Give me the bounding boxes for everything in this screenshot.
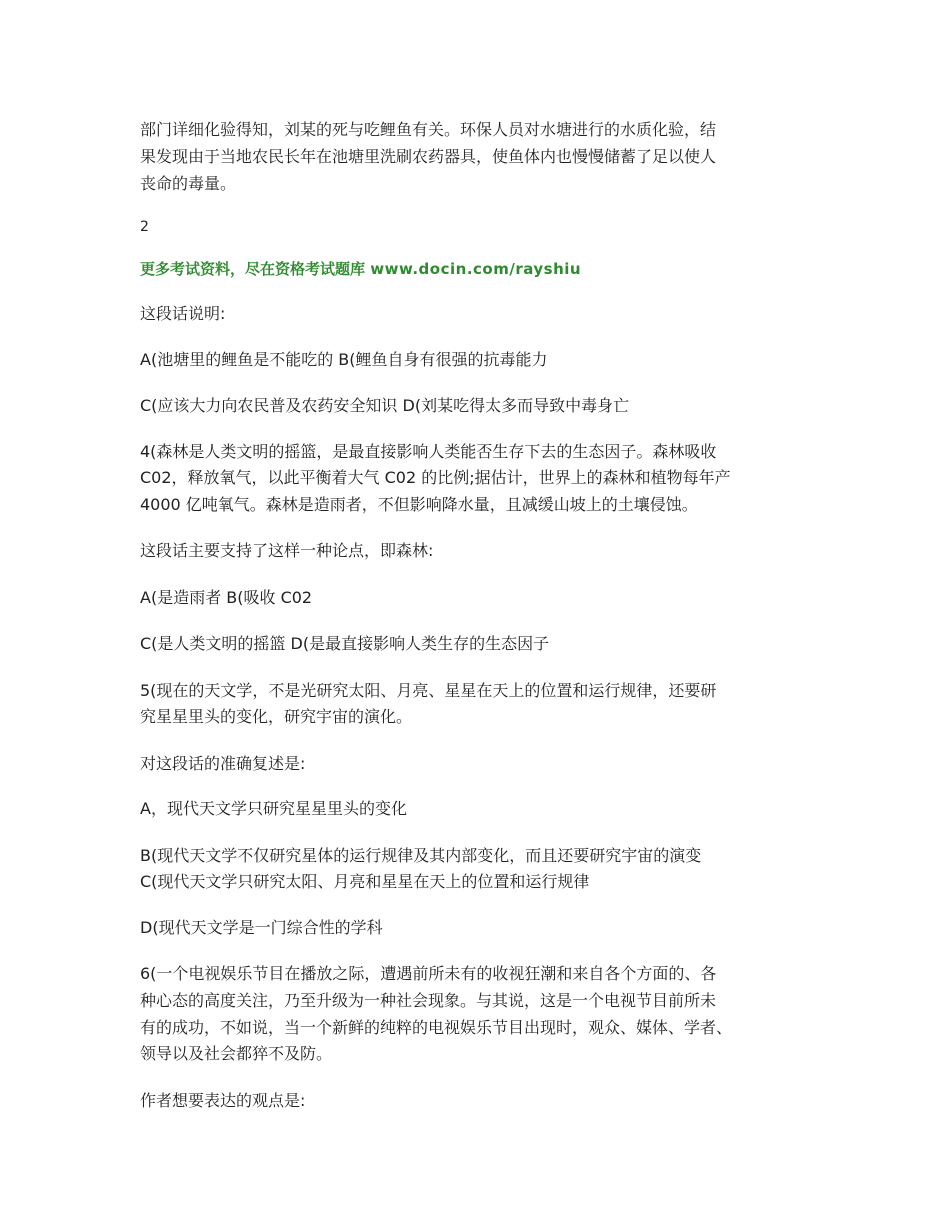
- question-stem: 对这段话的准确复述是:: [140, 754, 306, 773]
- answer-options: A(是造雨者 B(吸收 C02: [140, 588, 313, 607]
- paragraph-line: 部门详细化验得知，刘某的死与吃鲤鱼有关。环保人员对水塘进行的水质化验，结: [140, 120, 717, 139]
- question-passage: 有的成功，不如说，当一个新鲜的纯粹的电视娱乐节目出现时，观众、媒体、学者、: [140, 1018, 733, 1037]
- question-passage: 4000 亿吨氧气。森林是造雨者，不但影响降水量，且减缓山坡上的土壤侵蚀。: [140, 495, 698, 514]
- answer-options: A(池塘里的鲤鱼是不能吃的 B(鲤鱼自身有很强的抗毒能力: [140, 350, 548, 369]
- answer-option: C(现代天文学只研究太阳、月亮和星星在天上的位置和运行规律: [140, 872, 590, 891]
- answer-options: C(是人类文明的摇篮 D(是最直接影响人类生存的生态因子: [140, 634, 550, 653]
- promo-banner: [140, 256, 830, 282]
- question-stem: 作者想要表达的观点是:: [140, 1091, 306, 1110]
- paragraph-line: 果发现由于当地农民长年在池塘里洗刷农药器具，使鱼体内也慢慢储蓄了足以使人: [140, 147, 717, 166]
- promo-link[interactable]: www.docin.com/rayshiu: [370, 260, 582, 278]
- question-passage: 6(一个电视娱乐节目在播放之际，遭遇前所未有的收视狂潮和来自各个方面的、各: [140, 964, 717, 983]
- page-number: 2: [140, 219, 149, 235]
- question-passage: 4(森林是人类文明的摇篮，是最直接影响人类能否生存下去的生态因子。森林吸收: [140, 442, 717, 461]
- question-passage: 究星星里头的变化，研究宇宙的演化。: [140, 707, 413, 726]
- answer-option: A，现代天文学只研究星星里头的变化: [140, 799, 407, 818]
- question-passage: 种心态的高度关注，乃至升级为一种社会现象。与其说，这是一个电视节目前所未: [140, 991, 717, 1010]
- promo-text: 更多考试资料，尽在资格考试题库: [140, 260, 366, 278]
- question-passage: C02，释放氧气，以此平衡着大气 C02 的比例;据估计，世界上的森林和植物每年产: [140, 468, 731, 487]
- answer-option: D(现代天文学是一门综合性的学科: [140, 918, 383, 937]
- answer-option: B(现代天文学不仅研究星体的运行规律及其内部变化，而且还要研究宇宙的演变: [140, 846, 702, 865]
- question-passage: 领导以及社会都猝不及防。: [140, 1044, 333, 1063]
- answer-options: C(应该大力向农民普及农药安全知识 D(刘某吃得太多而导致中毒身亡: [140, 396, 630, 415]
- question-passage: 5(现在的天文学，不是光研究太阳、月亮、星星在天上的位置和运行规律，还要研: [140, 681, 717, 700]
- question-stem: 这段话主要支持了这样一种论点，即森林:: [140, 541, 434, 560]
- paragraph-line: 丧命的毒量。: [140, 174, 237, 193]
- question-stem: 这段话说明:: [140, 304, 226, 323]
